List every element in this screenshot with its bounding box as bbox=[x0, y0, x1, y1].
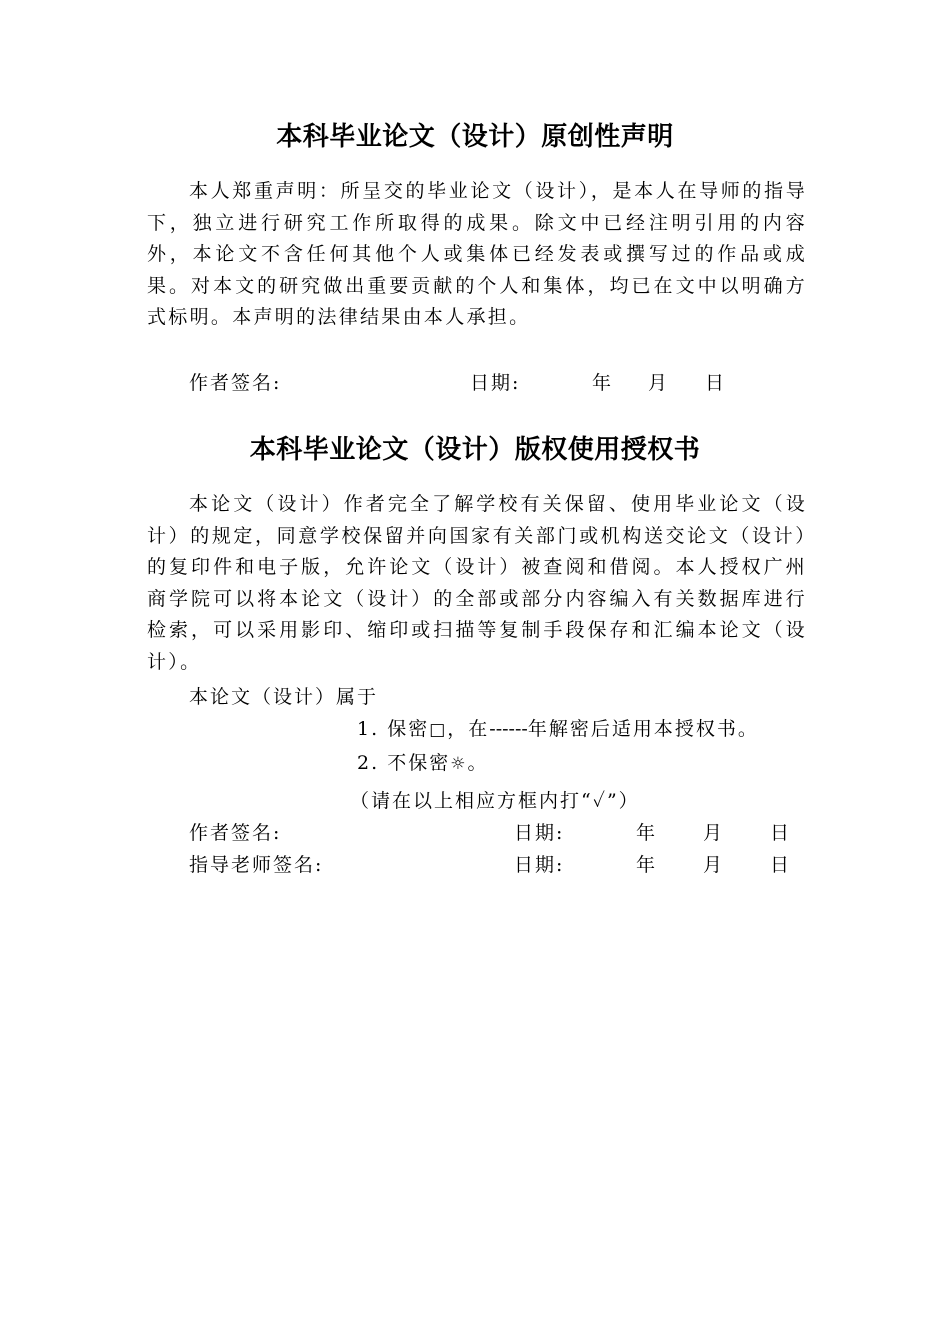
declaration-signature-label: 作者签名: bbox=[189, 372, 282, 394]
declaration-title: 本科毕业论文（设计）原创性声明 bbox=[276, 122, 674, 152]
option2-label: 不保密 bbox=[387, 752, 451, 774]
declassify-year-blank[interactable]: ------ bbox=[489, 718, 528, 740]
advisor-signature-label: 指导老师签名: bbox=[189, 854, 324, 876]
not-confidential-checkbox-icon[interactable]: ☼ bbox=[450, 754, 468, 774]
check-instruction: （请在以上相应方框内打“✓”） bbox=[350, 790, 640, 812]
author-date-label: 日期: bbox=[514, 822, 565, 844]
confidential-checkbox-icon[interactable]: □ bbox=[429, 720, 448, 740]
option-confidential bbox=[357, 714, 759, 741]
declaration-year: 年 bbox=[592, 372, 614, 394]
advisor-month: 月 bbox=[703, 854, 725, 876]
author-month: 月 bbox=[703, 822, 725, 844]
belongs-label: 本论文（设计）属于 bbox=[189, 686, 379, 708]
authorization-body: 本论文（设计）作者完全了解学校有关保留、使用毕业论文（设计）的规定，同意学校保留并向国家有关部门或机构送交论文（设计）的复印件和电子版，允许论文（设计）被查阅和借阅。本人授权广州商学院可以将本论文（设计）的全部或部分内容编入有关数据库进行检索，可以采用影印、缩印或扫描等复制手段保存和汇编本论文（设计）。 bbox=[147, 493, 807, 673]
option-not-confidential bbox=[357, 748, 488, 775]
author-year: 年 bbox=[636, 822, 658, 844]
declaration-month: 月 bbox=[648, 372, 670, 394]
option1-label: 保密 bbox=[387, 718, 430, 740]
author-signature-label: 作者签名: bbox=[189, 822, 282, 844]
option2-suffix: 。 bbox=[467, 752, 489, 774]
option2-number: 2. bbox=[357, 752, 380, 774]
advisor-day: 日 bbox=[770, 854, 792, 876]
authorization-title: 本科毕业论文（设计）版权使用授权书 bbox=[249, 435, 701, 465]
advisor-year: 年 bbox=[636, 854, 658, 876]
advisor-date-label: 日期: bbox=[514, 854, 565, 876]
option1-number: 1. bbox=[357, 718, 380, 740]
option1-text-after: 年解密后适用本授权书。 bbox=[527, 718, 759, 740]
author-day: 日 bbox=[770, 822, 792, 844]
declaration-date-label: 日期: bbox=[470, 372, 521, 394]
declaration-body: 本人郑重声明：所呈交的毕业论文（设计），是本人在导师的指导下，独立进行研究工作所取得的成果。除文中已经注明引用的内容外，本论文不含任何其他个人或集体已经发表或撰写过的作品或成果。对本文的研究做出重要贡献的个人和集体，均已在文中以明确方式标明。本声明的法律结果由本人承担。 bbox=[147, 180, 807, 329]
option1-text-before: ，在 bbox=[447, 718, 490, 740]
declaration-day: 日 bbox=[705, 372, 727, 394]
